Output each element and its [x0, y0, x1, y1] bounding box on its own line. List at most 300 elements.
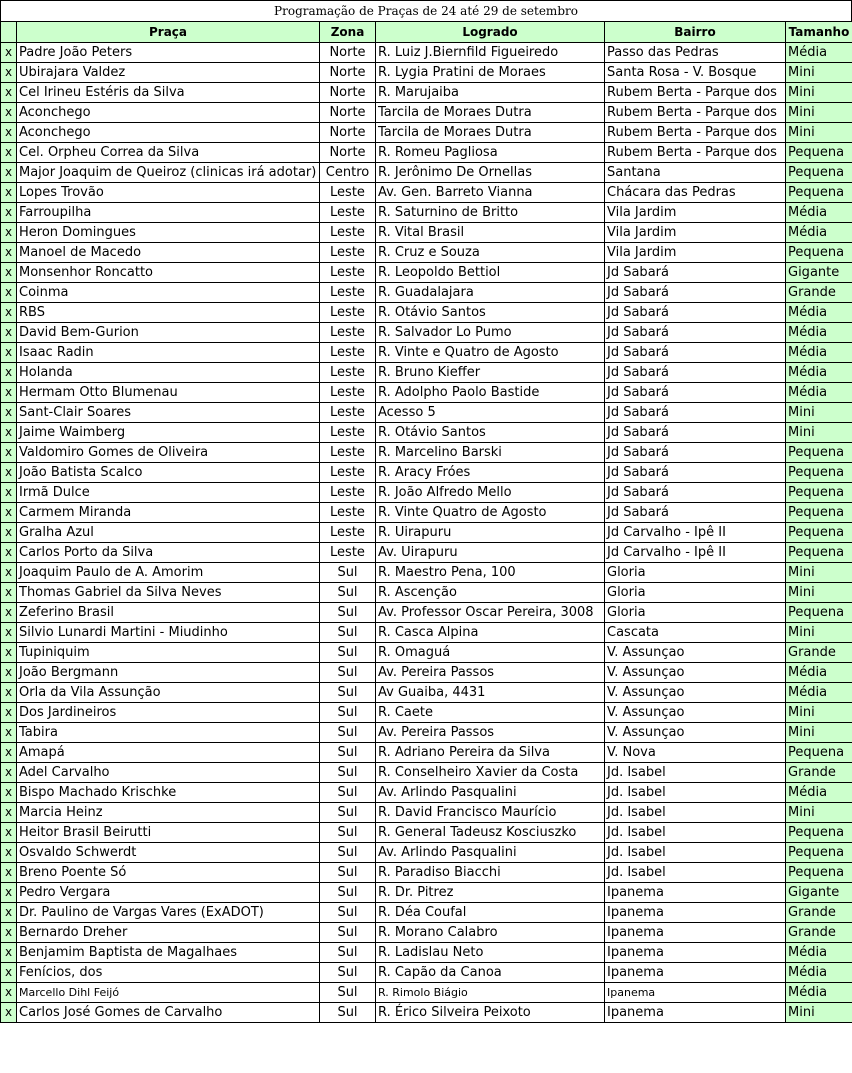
check-cell[interactable]: x	[1, 823, 17, 843]
check-cell[interactable]: x	[1, 483, 17, 503]
logrado-cell[interactable]: R. Vinte Quatro de Agosto	[376, 503, 605, 523]
logrado-cell[interactable]: Av. Pereira Passos	[376, 663, 605, 683]
logrado-cell[interactable]: R. Romeu Pagliosa	[376, 143, 605, 163]
zona-cell[interactable]: Sul	[320, 743, 376, 763]
tamanho-cell[interactable]: Média	[786, 363, 852, 383]
logrado-cell[interactable]: R. Capão da Canoa	[376, 963, 605, 983]
logrado-cell[interactable]: R. Guadalajara	[376, 283, 605, 303]
tamanho-cell[interactable]: Gigante	[786, 883, 852, 903]
logrado-cell[interactable]: R. Saturnino de Britto	[376, 203, 605, 223]
bairro-cell[interactable]: Jd. Isabel	[605, 783, 786, 803]
logrado-cell[interactable]: R. Leopoldo Bettiol	[376, 263, 605, 283]
zona-cell[interactable]: Leste	[320, 263, 376, 283]
logrado-cell[interactable]: R. Déa Coufal	[376, 903, 605, 923]
tamanho-cell[interactable]: Mini	[786, 563, 852, 583]
check-cell[interactable]: x	[1, 643, 17, 663]
zona-cell[interactable]: Leste	[320, 443, 376, 463]
bairro-cell[interactable]: Ipanema	[605, 1003, 786, 1023]
tamanho-cell[interactable]: Grande	[786, 923, 852, 943]
logrado-cell[interactable]: R. Vinte e Quatro de Agosto	[376, 343, 605, 363]
zona-cell[interactable]: Leste	[320, 363, 376, 383]
check-cell[interactable]: x	[1, 203, 17, 223]
tamanho-cell[interactable]: Média	[786, 663, 852, 683]
check-cell[interactable]: x	[1, 863, 17, 883]
tamanho-cell[interactable]: Média	[786, 203, 852, 223]
praca-cell[interactable]: Gralha Azul	[17, 523, 320, 543]
bairro-cell[interactable]: V. Nova	[605, 743, 786, 763]
tamanho-cell[interactable]: Grande	[786, 643, 852, 663]
check-cell[interactable]: x	[1, 363, 17, 383]
check-cell[interactable]: x	[1, 523, 17, 543]
tamanho-cell[interactable]: Pequena	[786, 463, 852, 483]
check-cell[interactable]: x	[1, 103, 17, 123]
tamanho-cell[interactable]: Mini	[786, 723, 852, 743]
praca-cell[interactable]: Padre João Peters	[17, 43, 320, 63]
tamanho-cell[interactable]: Pequena	[786, 143, 852, 163]
logrado-cell[interactable]: R. Casca Alpina	[376, 623, 605, 643]
bairro-cell[interactable]: V. Assunçao	[605, 643, 786, 663]
praca-cell[interactable]: Ubirajara Valdez	[17, 63, 320, 83]
logrado-cell[interactable]: Acesso 5	[376, 403, 605, 423]
zona-cell[interactable]: Sul	[320, 923, 376, 943]
bairro-cell[interactable]: Rubem Berta - Parque dos	[605, 103, 786, 123]
bairro-cell[interactable]: Jd Carvalho - Ipê II	[605, 523, 786, 543]
praca-cell[interactable]: Isaac Radin	[17, 343, 320, 363]
tamanho-cell[interactable]: Pequena	[786, 483, 852, 503]
check-cell[interactable]: x	[1, 463, 17, 483]
check-cell[interactable]: x	[1, 943, 17, 963]
praca-cell[interactable]: Monsenhor Roncatto	[17, 263, 320, 283]
tamanho-cell[interactable]: Pequena	[786, 183, 852, 203]
praca-cell[interactable]: Fenícios, dos	[17, 963, 320, 983]
tamanho-cell[interactable]: Mini	[786, 403, 852, 423]
praca-cell[interactable]: Osvaldo Schwerdt	[17, 843, 320, 863]
zona-cell[interactable]: Sul	[320, 763, 376, 783]
bairro-cell[interactable]: Jd Sabará	[605, 443, 786, 463]
zona-cell[interactable]: Centro	[320, 163, 376, 183]
bairro-cell[interactable]: Vila Jardim	[605, 203, 786, 223]
check-cell[interactable]: x	[1, 383, 17, 403]
logrado-cell[interactable]: R. Aracy Fróes	[376, 463, 605, 483]
bairro-cell[interactable]: Jd Sabará	[605, 343, 786, 363]
tamanho-cell[interactable]: Pequena	[786, 603, 852, 623]
zona-cell[interactable]: Sul	[320, 663, 376, 683]
bairro-cell[interactable]: V. Assunçao	[605, 683, 786, 703]
check-cell[interactable]: x	[1, 263, 17, 283]
header-logrado[interactable]: Logrado	[376, 22, 605, 43]
check-cell[interactable]: x	[1, 43, 17, 63]
praca-cell[interactable]: Carlos Porto da Silva	[17, 543, 320, 563]
bairro-cell[interactable]: Passo das Pedras	[605, 43, 786, 63]
praca-cell[interactable]: Tabira	[17, 723, 320, 743]
bairro-cell[interactable]: Ipanema	[605, 883, 786, 903]
bairro-cell[interactable]: Jd Sabará	[605, 263, 786, 283]
zona-cell[interactable]: Sul	[320, 783, 376, 803]
praca-cell[interactable]: Tupiniquim	[17, 643, 320, 663]
logrado-cell[interactable]: R. David Francisco Maurício	[376, 803, 605, 823]
praca-cell[interactable]: Marcello Dihl Feijó	[17, 983, 320, 1003]
bairro-cell[interactable]: Jd Sabará	[605, 363, 786, 383]
praca-cell[interactable]: Jaime Waimberg	[17, 423, 320, 443]
zona-cell[interactable]: Sul	[320, 843, 376, 863]
logrado-cell[interactable]: Tarcila de Moraes Dutra	[376, 103, 605, 123]
logrado-cell[interactable]: R. Adriano Pereira da Silva	[376, 743, 605, 763]
header-bairro[interactable]: Bairro	[605, 22, 786, 43]
praca-cell[interactable]: Coinma	[17, 283, 320, 303]
bairro-cell[interactable]: Ipanema	[605, 923, 786, 943]
zona-cell[interactable]: Leste	[320, 483, 376, 503]
zona-cell[interactable]: Sul	[320, 563, 376, 583]
praca-cell[interactable]: Orla da Vila Assunção	[17, 683, 320, 703]
praca-cell[interactable]: Heron Domingues	[17, 223, 320, 243]
zona-cell[interactable]: Leste	[320, 403, 376, 423]
check-cell[interactable]: x	[1, 883, 17, 903]
tamanho-cell[interactable]: Mini	[786, 803, 852, 823]
praca-cell[interactable]: Pedro Vergara	[17, 883, 320, 903]
tamanho-cell[interactable]: Pequena	[786, 243, 852, 263]
logrado-cell[interactable]: R. General Tadeusz Kosciuszko	[376, 823, 605, 843]
zona-cell[interactable]: Sul	[320, 903, 376, 923]
bairro-cell[interactable]: Santana	[605, 163, 786, 183]
zona-cell[interactable]: Norte	[320, 63, 376, 83]
logrado-cell[interactable]: R. Rimolo Biágio	[376, 983, 605, 1003]
check-cell[interactable]: x	[1, 843, 17, 863]
check-cell[interactable]: x	[1, 623, 17, 643]
check-cell[interactable]: x	[1, 443, 17, 463]
bairro-cell[interactable]: Ipanema	[605, 963, 786, 983]
praca-cell[interactable]: Dos Jardineiros	[17, 703, 320, 723]
praca-cell[interactable]: Sant-Clair Soares	[17, 403, 320, 423]
bairro-cell[interactable]: Vila Jardim	[605, 243, 786, 263]
bairro-cell[interactable]: Jd. Isabel	[605, 823, 786, 843]
praca-cell[interactable]: Bispo Machado Krischke	[17, 783, 320, 803]
tamanho-cell[interactable]: Média	[786, 343, 852, 363]
bairro-cell[interactable]: Jd. Isabel	[605, 763, 786, 783]
zona-cell[interactable]: Sul	[320, 803, 376, 823]
logrado-cell[interactable]: R. Morano Calabro	[376, 923, 605, 943]
tamanho-cell[interactable]: Pequena	[786, 743, 852, 763]
praca-cell[interactable]: Valdomiro Gomes de Oliveira	[17, 443, 320, 463]
tamanho-cell[interactable]: Média	[786, 943, 852, 963]
bairro-cell[interactable]: Rubem Berta - Parque dos	[605, 143, 786, 163]
bairro-cell[interactable]: Ipanema	[605, 983, 786, 1003]
bairro-cell[interactable]: Ipanema	[605, 903, 786, 923]
bairro-cell[interactable]: Chácara das Pedras	[605, 183, 786, 203]
tamanho-cell[interactable]: Média	[786, 963, 852, 983]
bairro-cell[interactable]: Jd Sabará	[605, 323, 786, 343]
logrado-cell[interactable]: R. Salvador Lo Pumo	[376, 323, 605, 343]
tamanho-cell[interactable]: Média	[786, 683, 852, 703]
praca-cell[interactable]: Carmem Miranda	[17, 503, 320, 523]
bairro-cell[interactable]: Rubem Berta - Parque dos	[605, 83, 786, 103]
tamanho-cell[interactable]: Grande	[786, 763, 852, 783]
zona-cell[interactable]: Norte	[320, 143, 376, 163]
tamanho-cell[interactable]: Grande	[786, 283, 852, 303]
check-cell[interactable]: x	[1, 923, 17, 943]
praca-cell[interactable]: Aconchego	[17, 103, 320, 123]
check-cell[interactable]: x	[1, 183, 17, 203]
check-cell[interactable]: x	[1, 763, 17, 783]
praca-cell[interactable]: David Bem-Gurion	[17, 323, 320, 343]
header-zona[interactable]: Zona	[320, 22, 376, 43]
logrado-cell[interactable]: R. Cruz e Souza	[376, 243, 605, 263]
praca-cell[interactable]: Carlos José Gomes de Carvalho	[17, 1003, 320, 1023]
zona-cell[interactable]: Leste	[320, 303, 376, 323]
tamanho-cell[interactable]: Mini	[786, 703, 852, 723]
praca-cell[interactable]: João Batista Scalco	[17, 463, 320, 483]
zona-cell[interactable]: Leste	[320, 283, 376, 303]
check-cell[interactable]: x	[1, 323, 17, 343]
tamanho-cell[interactable]: Gigante	[786, 263, 852, 283]
zona-cell[interactable]: Sul	[320, 643, 376, 663]
bairro-cell[interactable]: Jd Sabará	[605, 483, 786, 503]
praca-cell[interactable]: Marcia Heinz	[17, 803, 320, 823]
check-cell[interactable]: x	[1, 543, 17, 563]
tamanho-cell[interactable]: Mini	[786, 123, 852, 143]
zona-cell[interactable]: Sul	[320, 683, 376, 703]
bairro-cell[interactable]: Vila Jardim	[605, 223, 786, 243]
logrado-cell[interactable]: R. Lygia Pratini de Moraes	[376, 63, 605, 83]
praca-cell[interactable]: Dr. Paulino de Vargas Vares (ExADOT)	[17, 903, 320, 923]
check-cell[interactable]: x	[1, 723, 17, 743]
praca-cell[interactable]: Irmã Dulce	[17, 483, 320, 503]
logrado-cell[interactable]: R. Marcelino Barski	[376, 443, 605, 463]
zona-cell[interactable]: Leste	[320, 343, 376, 363]
check-cell[interactable]: x	[1, 803, 17, 823]
bairro-cell[interactable]: Jd Sabará	[605, 403, 786, 423]
praca-cell[interactable]: João Bergmann	[17, 663, 320, 683]
logrado-cell[interactable]: R. Ascenção	[376, 583, 605, 603]
zona-cell[interactable]: Leste	[320, 463, 376, 483]
logrado-cell[interactable]: R. João Alfredo Mello	[376, 483, 605, 503]
zona-cell[interactable]: Leste	[320, 503, 376, 523]
check-cell[interactable]: x	[1, 163, 17, 183]
bairro-cell[interactable]: Jd. Isabel	[605, 863, 786, 883]
praca-cell[interactable]: Silvio Lunardi Martini - Miudinho	[17, 623, 320, 643]
check-cell[interactable]: x	[1, 743, 17, 763]
praca-cell[interactable]: Heitor Brasil Beirutti	[17, 823, 320, 843]
bairro-cell[interactable]: Ipanema	[605, 943, 786, 963]
header-check[interactable]	[1, 22, 17, 43]
check-cell[interactable]: x	[1, 903, 17, 923]
bairro-cell[interactable]: Jd Sabará	[605, 383, 786, 403]
zona-cell[interactable]: Sul	[320, 943, 376, 963]
bairro-cell[interactable]: Rubem Berta - Parque dos	[605, 123, 786, 143]
bairro-cell[interactable]: Jd Sabará	[605, 303, 786, 323]
tamanho-cell[interactable]: Pequena	[786, 863, 852, 883]
check-cell[interactable]: x	[1, 583, 17, 603]
check-cell[interactable]: x	[1, 343, 17, 363]
bairro-cell[interactable]: Jd Carvalho - Ipê II	[605, 543, 786, 563]
tamanho-cell[interactable]: Média	[786, 783, 852, 803]
zona-cell[interactable]: Sul	[320, 1003, 376, 1023]
tamanho-cell[interactable]: Mini	[786, 103, 852, 123]
praca-cell[interactable]: Major Joaquim de Queiroz (clinicas irá adotar)	[17, 163, 320, 183]
logrado-cell[interactable]: Av. Gen. Barreto Vianna	[376, 183, 605, 203]
zona-cell[interactable]: Leste	[320, 543, 376, 563]
bairro-cell[interactable]: V. Assunçao	[605, 723, 786, 743]
praca-cell[interactable]: Amapá	[17, 743, 320, 763]
tamanho-cell[interactable]: Pequena	[786, 523, 852, 543]
logrado-cell[interactable]: Av Guaiba, 4431	[376, 683, 605, 703]
bairro-cell[interactable]: Gloria	[605, 583, 786, 603]
check-cell[interactable]: x	[1, 283, 17, 303]
logrado-cell[interactable]: R. Ladislau Neto	[376, 943, 605, 963]
tamanho-cell[interactable]: Média	[786, 223, 852, 243]
logrado-cell[interactable]: Av. Uirapuru	[376, 543, 605, 563]
praca-cell[interactable]: Cel Irineu Estéris da Silva	[17, 83, 320, 103]
tamanho-cell[interactable]: Mini	[786, 1003, 852, 1023]
zona-cell[interactable]: Leste	[320, 243, 376, 263]
zona-cell[interactable]: Sul	[320, 583, 376, 603]
bairro-cell[interactable]: V. Assunçao	[605, 703, 786, 723]
logrado-cell[interactable]: Av. Professor Oscar Pereira, 3008	[376, 603, 605, 623]
tamanho-cell[interactable]: Pequena	[786, 843, 852, 863]
bairro-cell[interactable]: Gloria	[605, 563, 786, 583]
bairro-cell[interactable]: Jd. Isabel	[605, 803, 786, 823]
praca-cell[interactable]: Thomas Gabriel da Silva Neves	[17, 583, 320, 603]
check-cell[interactable]: x	[1, 83, 17, 103]
tamanho-cell[interactable]: Pequena	[786, 163, 852, 183]
tamanho-cell[interactable]: Média	[786, 383, 852, 403]
logrado-cell[interactable]: Av. Arlindo Pasqualini	[376, 783, 605, 803]
check-cell[interactable]: x	[1, 783, 17, 803]
zona-cell[interactable]: Sul	[320, 863, 376, 883]
zona-cell[interactable]: Leste	[320, 423, 376, 443]
zona-cell[interactable]: Leste	[320, 383, 376, 403]
logrado-cell[interactable]: R. Jerônimo De Ornellas	[376, 163, 605, 183]
tamanho-cell[interactable]: Média	[786, 323, 852, 343]
check-cell[interactable]: x	[1, 663, 17, 683]
bairro-cell[interactable]: Jd Sabará	[605, 503, 786, 523]
zona-cell[interactable]: Norte	[320, 43, 376, 63]
praca-cell[interactable]: Joaquim Paulo de A. Amorim	[17, 563, 320, 583]
logrado-cell[interactable]: R. Maestro Pena, 100	[376, 563, 605, 583]
zona-cell[interactable]: Leste	[320, 323, 376, 343]
zona-cell[interactable]: Norte	[320, 83, 376, 103]
check-cell[interactable]: x	[1, 563, 17, 583]
logrado-cell[interactable]: R. Bruno Kieffer	[376, 363, 605, 383]
tamanho-cell[interactable]: Pequena	[786, 543, 852, 563]
zona-cell[interactable]: Norte	[320, 103, 376, 123]
zona-cell[interactable]: Sul	[320, 883, 376, 903]
check-cell[interactable]: x	[1, 603, 17, 623]
praca-cell[interactable]: Manoel de Macedo	[17, 243, 320, 263]
check-cell[interactable]: x	[1, 503, 17, 523]
tamanho-cell[interactable]: Média	[786, 43, 852, 63]
check-cell[interactable]: x	[1, 303, 17, 323]
praca-cell[interactable]: RBS	[17, 303, 320, 323]
check-cell[interactable]: x	[1, 963, 17, 983]
praca-cell[interactable]: Hermam Otto Blumenau	[17, 383, 320, 403]
bairro-cell[interactable]: Gloria	[605, 603, 786, 623]
check-cell[interactable]: x	[1, 143, 17, 163]
praca-cell[interactable]: Bernardo Dreher	[17, 923, 320, 943]
zona-cell[interactable]: Leste	[320, 223, 376, 243]
tamanho-cell[interactable]: Pequena	[786, 823, 852, 843]
logrado-cell[interactable]: R. Paradiso Biacchi	[376, 863, 605, 883]
logrado-cell[interactable]: R. Érico Silveira Peixoto	[376, 1003, 605, 1023]
bairro-cell[interactable]: Santa Rosa - V. Bosque	[605, 63, 786, 83]
logrado-cell[interactable]: R. Dr. Pitrez	[376, 883, 605, 903]
zona-cell[interactable]: Leste	[320, 183, 376, 203]
check-cell[interactable]: x	[1, 1003, 17, 1023]
check-cell[interactable]: x	[1, 983, 17, 1003]
check-cell[interactable]: x	[1, 63, 17, 83]
zona-cell[interactable]: Sul	[320, 603, 376, 623]
check-cell[interactable]: x	[1, 223, 17, 243]
zona-cell[interactable]: Leste	[320, 203, 376, 223]
logrado-cell[interactable]: R. Adolpho Paolo Bastide	[376, 383, 605, 403]
bairro-cell[interactable]: Jd Sabará	[605, 423, 786, 443]
check-cell[interactable]: x	[1, 423, 17, 443]
logrado-cell[interactable]: Tarcila de Moraes Dutra	[376, 123, 605, 143]
logrado-cell[interactable]: R. Uirapuru	[376, 523, 605, 543]
tamanho-cell[interactable]: Mini	[786, 423, 852, 443]
tamanho-cell[interactable]: Mini	[786, 63, 852, 83]
tamanho-cell[interactable]: Média	[786, 303, 852, 323]
logrado-cell[interactable]: R. Luiz J.Biernfild Figueiredo	[376, 43, 605, 63]
tamanho-cell[interactable]: Mini	[786, 583, 852, 603]
zona-cell[interactable]: Sul	[320, 723, 376, 743]
tamanho-cell[interactable]: Média	[786, 983, 852, 1003]
bairro-cell[interactable]: Jd. Isabel	[605, 843, 786, 863]
logrado-cell[interactable]: R. Caete	[376, 703, 605, 723]
bairro-cell[interactable]: V. Assunçao	[605, 663, 786, 683]
logrado-cell[interactable]: R. Conselheiro Xavier da Costa	[376, 763, 605, 783]
header-praca[interactable]: Praça	[17, 22, 320, 43]
logrado-cell[interactable]: Av. Arlindo Pasqualini	[376, 843, 605, 863]
zona-cell[interactable]: Sul	[320, 703, 376, 723]
tamanho-cell[interactable]: Pequena	[786, 443, 852, 463]
check-cell[interactable]: x	[1, 403, 17, 423]
zona-cell[interactable]: Sul	[320, 623, 376, 643]
logrado-cell[interactable]: Av. Pereira Passos	[376, 723, 605, 743]
header-tamanho[interactable]: Tamanho	[786, 22, 852, 43]
logrado-cell[interactable]: R. Otávio Santos	[376, 423, 605, 443]
bairro-cell[interactable]: Cascata	[605, 623, 786, 643]
praca-cell[interactable]: Holanda	[17, 363, 320, 383]
tamanho-cell[interactable]: Pequena	[786, 503, 852, 523]
bairro-cell[interactable]: Jd Sabará	[605, 283, 786, 303]
tamanho-cell[interactable]: Mini	[786, 83, 852, 103]
bairro-cell[interactable]: Jd Sabará	[605, 463, 786, 483]
zona-cell[interactable]: Sul	[320, 823, 376, 843]
logrado-cell[interactable]: R. Marujaiba	[376, 83, 605, 103]
praca-cell[interactable]: Benjamim Baptista de Magalhaes	[17, 943, 320, 963]
check-cell[interactable]: x	[1, 683, 17, 703]
check-cell[interactable]: x	[1, 123, 17, 143]
check-cell[interactable]: x	[1, 243, 17, 263]
praca-cell[interactable]: Farroupilha	[17, 203, 320, 223]
praca-cell[interactable]: Breno Poente Só	[17, 863, 320, 883]
logrado-cell[interactable]: R. Vital Brasil	[376, 223, 605, 243]
tamanho-cell[interactable]: Grande	[786, 903, 852, 923]
praca-cell[interactable]: Aconchego	[17, 123, 320, 143]
check-cell[interactable]: x	[1, 703, 17, 723]
praca-cell[interactable]: Adel Carvalho	[17, 763, 320, 783]
logrado-cell[interactable]: R. Otávio Santos	[376, 303, 605, 323]
logrado-cell[interactable]: R. Omaguá	[376, 643, 605, 663]
tamanho-cell[interactable]: Mini	[786, 623, 852, 643]
praca-cell[interactable]: Lopes Trovão	[17, 183, 320, 203]
praca-cell[interactable]: Cel. Orpheu Correa da Silva	[17, 143, 320, 163]
praca-cell[interactable]: Zeferino Brasil	[17, 603, 320, 623]
zona-cell[interactable]: Sul	[320, 963, 376, 983]
zona-cell[interactable]: Sul	[320, 983, 376, 1003]
zona-cell[interactable]: Norte	[320, 123, 376, 143]
zona-cell[interactable]: Leste	[320, 523, 376, 543]
